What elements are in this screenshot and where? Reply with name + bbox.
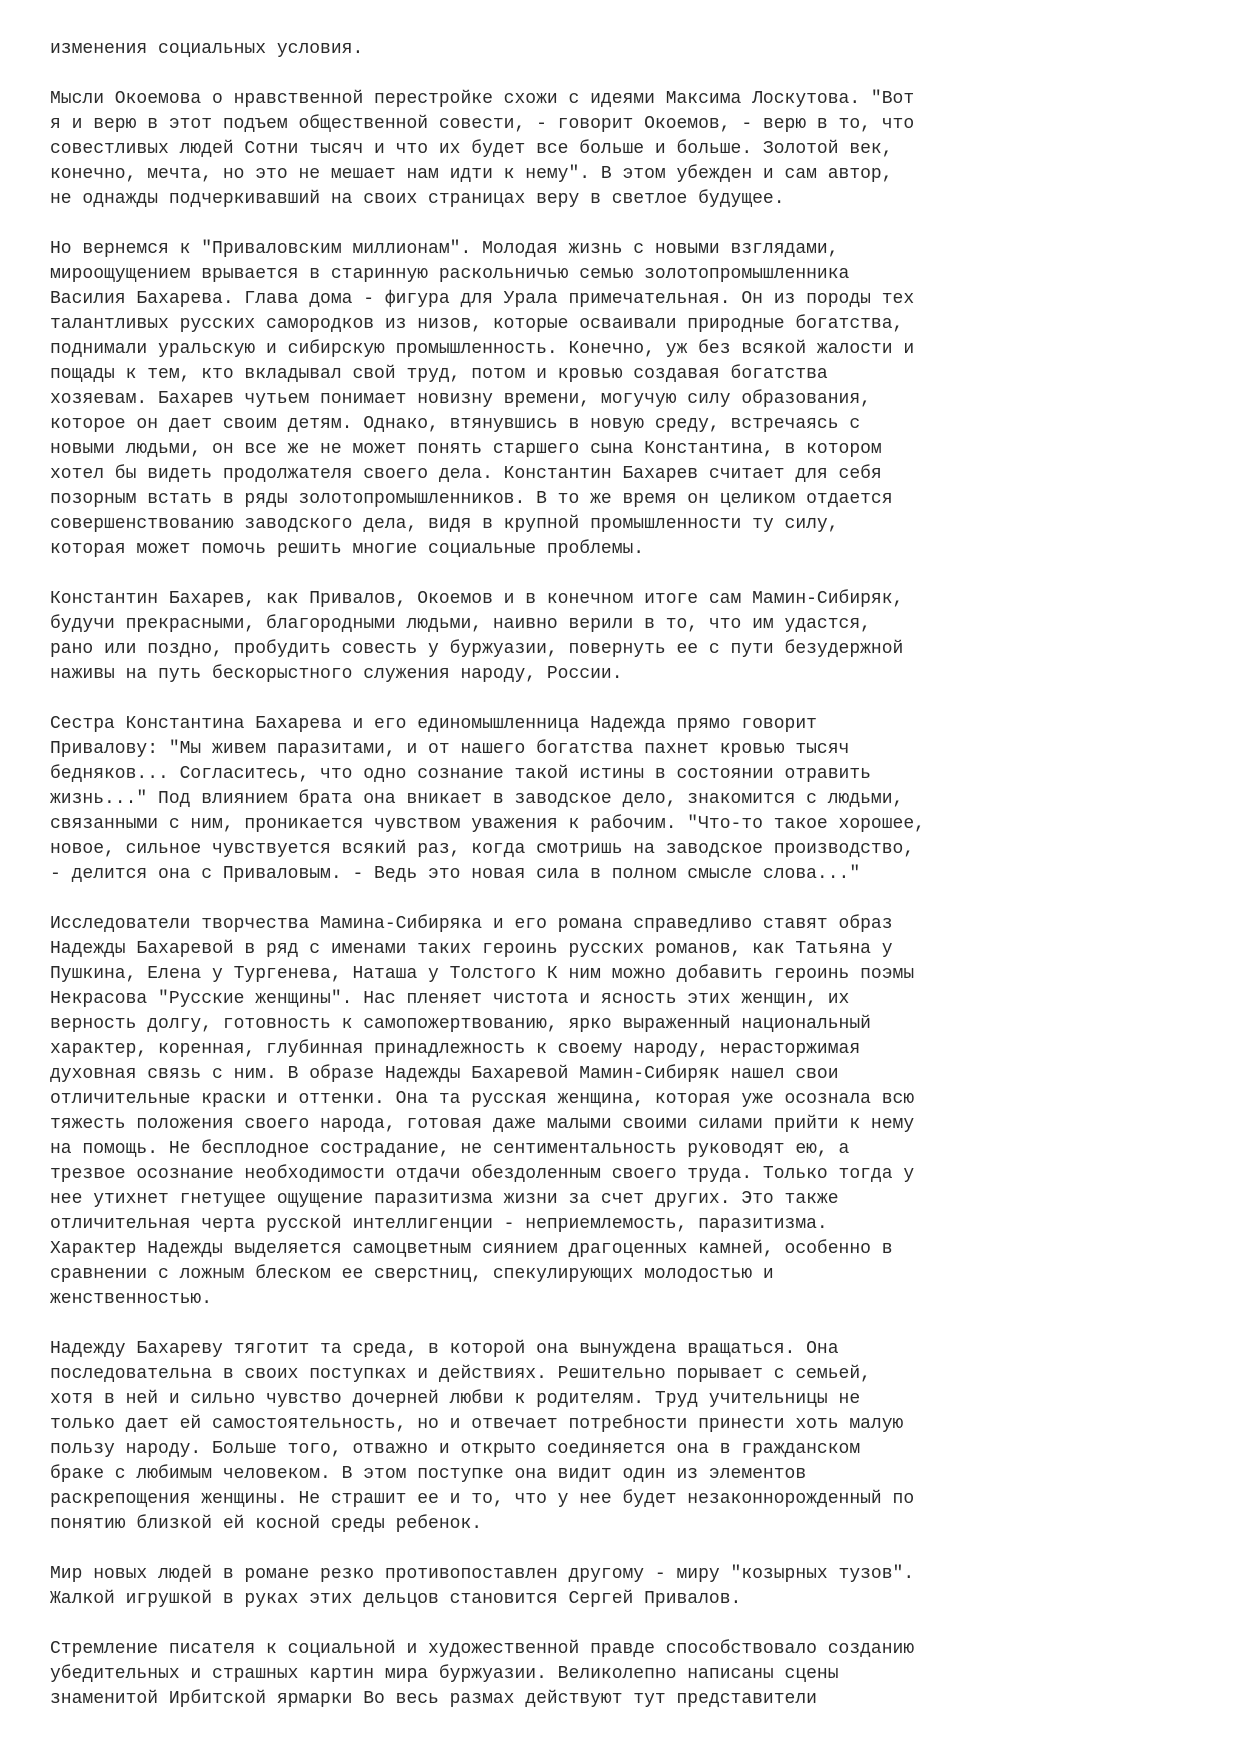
- text-line: совестливых людей Сотни тысяч и что их будет все больше и больше. Золотой век,: [50, 139, 893, 159]
- text-line: бедняков... Согласитесь, что одно сознание такой истины в состоянии отравить: [50, 764, 871, 784]
- text-line: я и верю в этот подъем общественной совести, - говорит Окоемов, - верю в то, что: [50, 114, 915, 134]
- paragraph: [50, 1637, 1200, 1712]
- text-line: трезвое осознание необходимости отдачи обездоленным своего труда. Только тогда у: [50, 1164, 915, 1184]
- text-line: характер, коренная, глубинная принадлежность к своему народу, нерасторжимая: [50, 1039, 861, 1059]
- text-line: раскрепощения женщины. Не страшит ее и то, что у нее будет незаконнорожденный по: [50, 1489, 915, 1509]
- text-line: пользу народу. Больше того, отважно и открыто соединяется она в гражданском: [50, 1439, 861, 1459]
- paragraph: [50, 1562, 1200, 1612]
- text-line: Мир новых людей в романе резко противопоставлен другому - миру "козырных тузов".: [50, 1564, 915, 1584]
- paragraph: [50, 237, 1200, 562]
- text-line: наживы на путь бескорыстного служения народу, России.: [50, 664, 623, 684]
- paragraph: [50, 912, 1200, 1312]
- text-line: поднимали уральскую и сибирскую промышленность. Конечно, уж без всякой жалости и: [50, 339, 915, 359]
- text-line: Надежду Бахареву тяготит та среда, в которой она вынуждена вращаться. Она: [50, 1339, 839, 1359]
- text-line: Надежды Бахаревой в ряд с именами таких героинь русских романов, как Татьяна у: [50, 939, 893, 959]
- text-line: не однажды подчеркивавший на своих страницах веру в светлое будущее.: [50, 189, 785, 209]
- text-line: Сестра Константина Бахарева и его единомышленница Надежда прямо говорит: [50, 714, 817, 734]
- text-line: Стремление писателя к социальной и художественной правде способствовало созданию: [50, 1639, 915, 1659]
- paragraph: [50, 587, 1200, 687]
- text-line: Жалкой игрушкой в руках этих дельцов становится Сергей Привалов.: [50, 1589, 742, 1609]
- text-line: нее утихнет гнетущее ощущение паразитизма жизни за счет других. Это также: [50, 1189, 839, 1209]
- text-line: рано или поздно, пробудить совесть у буржуазии, повернуть ее с пути безудержной: [50, 639, 904, 659]
- text-line: пощады к тем, кто вкладывал свой труд, потом и кровью создавая богатства: [50, 364, 828, 384]
- text-line: Характер Надежды выделяется самоцветным сиянием драгоценных камней, особенно в: [50, 1239, 893, 1259]
- text-line: убедительных и страшных картин мира буржуазии. Великолепно написаны сцены: [50, 1664, 839, 1684]
- paragraph: [50, 87, 1200, 212]
- text-line: отличительные краски и оттенки. Она та русская женщина, которая уже осознала всю: [50, 1089, 915, 1109]
- text-line: Василия Бахарева. Глава дома - фигура для Урала примечательная. Он из породы тех: [50, 289, 915, 309]
- text-line: Константин Бахарев, как Привалов, Окоемов и в конечном итоге сам Мамин-Сибиряк,: [50, 589, 904, 609]
- text-line: хотя в ней и сильно чувство дочерней любви к родителям. Труд учительницы не: [50, 1389, 861, 1409]
- text-line: браке с любимым человеком. В этом поступке она видит один из элементов: [50, 1464, 807, 1484]
- paragraph: [50, 712, 1200, 887]
- text-line: женственностью.: [50, 1289, 213, 1309]
- text-line: хотел бы видеть продолжателя своего дела. Константин Бахарев считает для себя: [50, 464, 882, 484]
- text-line: мироощущением врывается в старинную раскольничью семью золотопромышленника: [50, 264, 850, 284]
- text-line: новое, сильное чувствуется всякий раз, когда смотришь на заводское производство,: [50, 839, 915, 859]
- text-line: только дает ей самостоятельность, но и отвечает потребности принести хоть малую: [50, 1414, 904, 1434]
- text-line: духовная связь с ним. В образе Надежды Бахаревой Мамин-Сибиряк нашел свои: [50, 1064, 839, 1084]
- text-line: которая может помочь решить многие социальные проблемы.: [50, 539, 645, 559]
- text-line: совершенствованию заводского дела, видя в крупной промышленности ту силу,: [50, 514, 839, 534]
- text-line: Пушкина, Елена у Тургенева, Наташа у Толстого К ним можно добавить героинь поэмы: [50, 964, 915, 984]
- text-line: будучи прекрасными, благородными людьми, наивно верили в то, что им удастся,: [50, 614, 871, 634]
- text-line: конечно, мечта, но это не мешает нам идти к нему". В этом убежден и сам автор,: [50, 164, 893, 184]
- paragraph: [50, 1337, 1200, 1537]
- text-line: знаменитой Ирбитской ярмарки Во весь размах действуют тут представители: [50, 1689, 817, 1709]
- text-line: жизнь..." Под влиянием брата она вникает в заводское дело, знакомится с людьми,: [50, 789, 904, 809]
- text-line: Привалову: "Мы живем паразитами, и от нашего богатства пахнет кровью тысяч: [50, 739, 850, 759]
- text-line: последовательна в своих поступках и действиях. Решительно порывает с семьей,: [50, 1364, 871, 1384]
- text-line: понятию близкой ей косной среды ребенок.: [50, 1514, 483, 1534]
- text-line: изменения социальных условия.: [50, 39, 364, 59]
- paragraph: [50, 37, 1200, 62]
- text-line: которое он дает своим детям. Однако, втянувшись в новую среду, встречаясь с: [50, 414, 861, 434]
- text-line: на помощь. Не бесплодное сострадание, не сентиментальность руководят ею, а: [50, 1139, 850, 1159]
- text-line: - делится она с Приваловым. - Ведь это новая сила в полном смысле слова...": [50, 864, 861, 884]
- text-line: отличительная черта русской интеллигенции - неприемлемость, паразитизма.: [50, 1214, 828, 1234]
- text-line: Мысли Окоемова о нравственной перестройке схожи с идеями Максима Лоскутова. "Вот: [50, 89, 915, 109]
- text-line: новыми людьми, он все же не может понять старшего сына Константина, в котором: [50, 439, 882, 459]
- text-line: верность долгу, готовность к самопожертвованию, ярко выраженный национальный: [50, 1014, 871, 1034]
- text-line: Некрасова "Русские женщины". Нас пленяет чистота и ясность этих женщин, их: [50, 989, 850, 1009]
- text-line: позорным встать в ряды золотопромышленников. В то же время он целиком отдается: [50, 489, 893, 509]
- text-line: хозяевам. Бахарев чутьем понимает новизну времени, могучую силу образования,: [50, 389, 871, 409]
- text-line: Исследователи творчества Мамина-Сибиряка и его романа справедливо ставят образ: [50, 914, 893, 934]
- document-page: [50, 37, 1200, 1737]
- text-line: тяжесть положения своего народа, готовая даже малыми своими силами прийти к нему: [50, 1114, 915, 1134]
- text-line: талантливых русских самородков из низов, которые осваивали природные богатства,: [50, 314, 904, 334]
- text-line: Но вернемся к "Приваловским миллионам". Молодая жизнь с новыми взглядами,: [50, 239, 839, 259]
- text-line: связанными с ним, проникается чувством уважения к рабочим. "Что-то такое хорошее,: [50, 814, 925, 834]
- text-line: сравнении с ложным блеском ее сверстниц, спекулирующих молодостью и: [50, 1264, 774, 1284]
